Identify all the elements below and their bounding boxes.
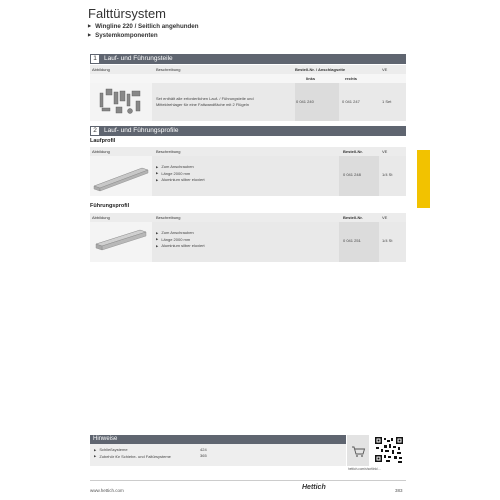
notes-bar [90, 435, 346, 444]
section-2-number: 2 [90, 126, 100, 136]
section-1-number: 1 [90, 54, 100, 64]
note-page-1: 424 [200, 447, 207, 452]
col-ve: VE [382, 67, 388, 72]
fuehrungsprofil-image [90, 222, 152, 262]
section-1-table-header [90, 65, 406, 74]
col-ve: VE [382, 215, 388, 220]
col-abbildung: Abbildung [92, 67, 110, 72]
fuehrungsprofil-heading: Führungsprofil [90, 203, 130, 209]
laufprofil-table-header [90, 147, 406, 156]
bestell-links: 0 041 240 [296, 99, 314, 104]
col-bestell: Bestell-Nr. / Anschlagseite [295, 67, 346, 72]
subtitle-1: ▶ Wingline 220 / Seitlich angehunden [88, 23, 199, 30]
subtitle-2: ▶ Systemkomponenten [88, 32, 158, 39]
laufprofil-bestell: 0 041 248 [343, 172, 361, 177]
fuehrungsprofil-ve: 1/4 St [382, 238, 393, 243]
page-title: Falttürsystem [88, 6, 167, 21]
cart-icon-box[interactable] [347, 435, 369, 466]
fuehrungsprofil-bullet-1: ▶ Zum Anschrauben [156, 230, 205, 237]
laufprofil-bullet-3: ▶ Aluminium silber eloxiert [156, 177, 205, 184]
col-abbildung: Abbildung [92, 149, 110, 154]
section-1-title: Lauf- und Führungsteile [104, 55, 173, 62]
fuehrungsprofil-row [90, 222, 406, 262]
hardware-set-image [90, 83, 152, 121]
fuehrungsprofil-bestell: 0 041 251 [343, 238, 361, 243]
cart-icon [347, 435, 369, 466]
section-1-bar [90, 54, 406, 64]
col-links: links [306, 76, 316, 81]
brand-logo: Hettich [302, 484, 326, 491]
section-2-bar [90, 126, 406, 136]
footer-divider [90, 480, 406, 481]
laufprofil-heading: Laufprofil [90, 138, 116, 144]
qr-code[interactable] [372, 436, 406, 464]
fuehrungsprofil-bullet-2: ▶ Länge 2000 mm [156, 237, 205, 244]
row-description-line2: Mitteldrehlager für eine Faltwandfläche mit 2 Flügeln [156, 101, 249, 107]
section-2-title: Lauf- und Führungsprofile [104, 127, 179, 134]
col-abbildung: Abbildung [92, 215, 110, 220]
laufprofil-row [90, 156, 406, 196]
notes-body [90, 444, 346, 466]
section-1-row [90, 83, 406, 121]
note-item-2[interactable]: ▶ Zubehör für Schiebe- und Faltürsysteme [94, 454, 171, 461]
note-page-2: 365 [200, 452, 207, 458]
notes-title: Hinweise [93, 436, 118, 442]
col-bestell: Bestell-Nr. [343, 149, 363, 154]
note-item-1[interactable]: ▶ Schließsysteme [94, 447, 171, 454]
section-1-subheader [90, 74, 406, 83]
col-beschreibung: Beschreibung [156, 215, 181, 220]
col-ve: VE [382, 149, 388, 154]
fuehrungsprofil-table-header [90, 213, 406, 222]
row-description-line1: Set enthält alle erforderlichen Lauf- / Führungsteile und [156, 96, 254, 101]
col-beschreibung: Beschreibung [156, 149, 181, 154]
col-rechts: rechts [345, 76, 358, 81]
laufprofil-image [90, 156, 152, 196]
chapter-tab [417, 150, 430, 208]
laufprofil-ve: 1/4 St [382, 172, 393, 177]
fuehrungsprofil-bullet-3: ▶ Aluminium silber eloxiert [156, 243, 205, 250]
bestell-rechts: 0 041 247 [342, 99, 360, 104]
laufprofil-bullet-1: ▶ Zum Anschrauben [156, 164, 205, 171]
footer-url[interactable]: www.hettich.com [90, 488, 124, 493]
qr-caption: hettich.com/shortlink/... [348, 467, 381, 471]
col-bestell: Bestell-Nr. [343, 215, 363, 220]
page-number: 383 [395, 488, 403, 493]
ve-value: 1 Set [382, 99, 392, 104]
laufprofil-bullet-2: ▶ Länge 2000 mm [156, 171, 205, 178]
col-beschreibung: Beschreibung [156, 67, 181, 72]
